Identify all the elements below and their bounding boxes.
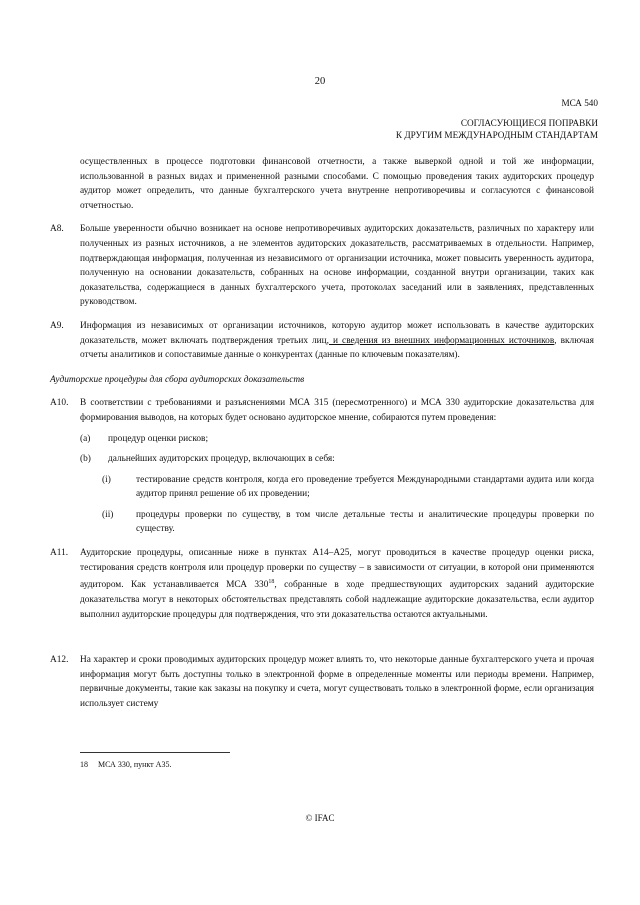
standard-code: МСА 540 bbox=[561, 98, 598, 108]
document-body bbox=[50, 155, 594, 712]
paragraph-text: В соответствии с требованиями и разъяснениями МСА 315 (пересмотренного) и МСА 330 аудиторские доказательства для формирования выводов, на которых будет основано аудиторское мнение, собираются путем проведения: bbox=[80, 398, 594, 423]
paragraph-a10 bbox=[50, 396, 594, 537]
paragraph-text: Аудиторские процедуры, описанные ниже в пунктах A14–A25, могут проводиться в качестве процедур оценки риска, тестирования средств контроля или процедур проверки по существу – в зависимости от ситуации, в которой они применяются аудитором. Как устанавливается МСА 330 bbox=[80, 548, 594, 591]
section-heading: Аудиторские процедуры для сбора аудиторских доказательств bbox=[50, 374, 305, 385]
page-number: 20 bbox=[314, 76, 326, 87]
paragraph-text: Больше уверенности обычно возникает на основе непротиворечивых аудиторских доказательств, различных по характеру или полученных из разных источников, а не элементов аудиторских доказательств, рассматриваемых в отдельности. Например, подтверждающая информация, полученная из независимого от организации источника, может повысить уверенность аудитора, полученную на основании доказательств, собранных на основе информации, созданной внутри организации, таких как доказательства, содержащиеся в данных бухгалтерского учета, протоколах заседаний или в заявлениях, представленных руководством. bbox=[80, 224, 594, 308]
paragraph-a8 bbox=[50, 222, 594, 310]
paragraph-text: Информация из независимых от организации источников, которую аудитор может использовать в качестве аудиторских доказательств, может включать подтверждения третьих лиц bbox=[80, 320, 594, 346]
paragraph-a12 bbox=[50, 653, 594, 711]
spacer bbox=[80, 622, 594, 644]
footnote-text: МСА 330, пункт А35. bbox=[98, 760, 172, 769]
paragraph-number: A8. bbox=[50, 224, 64, 235]
list-label: (a) bbox=[80, 433, 91, 444]
sub-item-ii bbox=[80, 508, 594, 537]
paragraph-number: A9. bbox=[50, 320, 64, 331]
footnote-divider bbox=[80, 752, 230, 753]
list-item-b bbox=[80, 452, 594, 467]
underlined-insertion: , и сведения из внешних информационных источников bbox=[326, 335, 555, 346]
sub-item-i bbox=[80, 473, 594, 502]
paragraph-number: A12. bbox=[50, 655, 69, 666]
continuation-paragraph: осуществленных в процессе подготовки финансовой отчетности, а также выверкой одной и той же информации, использованной в разных видах и примененной разными способами. С помощью проведения таких аудиторских процедур аудитор может определить, что данные бухгалтерского учета внутренне непротиворечивы и согласуются с финансовой отчетностью. bbox=[80, 157, 594, 211]
list-text: дальнейших аудиторских процедур, включающих в себя: bbox=[108, 454, 335, 465]
paragraph-text-end: , включая отчеты аналитиков и сопоставимые данные о конкурентах (данные по ключевым показателям). bbox=[80, 335, 594, 361]
list-label: (b) bbox=[80, 454, 91, 465]
paragraph-number: A10. bbox=[50, 398, 69, 409]
sub-label: (i) bbox=[102, 474, 111, 485]
footnote-number: 18 bbox=[80, 760, 88, 769]
paragraph-number: A11. bbox=[50, 548, 69, 559]
sub-label: (ii) bbox=[102, 509, 114, 520]
footnote-reference: 18 bbox=[268, 579, 275, 586]
paragraph-a11 bbox=[50, 546, 594, 622]
section-title-line-1: СОГЛАСУЮЩИЕСЯ ПОПРАВКИ bbox=[460, 118, 598, 128]
list-text: процедур оценки рисков; bbox=[108, 433, 209, 444]
copyright-footer: © IFAC bbox=[305, 813, 335, 823]
section-title bbox=[396, 117, 598, 141]
paragraph-text-end: , собранные в ходе предшествующих аудиторских заданий аудиторские доказательства могут в некоторых обстоятельствах представлять собой надлежащие аудиторские доказательства, если аудитор выполнил аудиторские процедуры для подтверждения, что эти доказательства остаются актуальными. bbox=[80, 580, 594, 620]
paragraph-text: На характер и сроки проводимых аудиторских процедур может влиять то, что некоторые данные бухгалтерского учета и прочая информация могут быть доступны только в электронной форме в определенные моменты или периоды времени. Например, первичные документы, такие как заказы на покупку и счета, могут существовать только в электронной форме, если организация использует систему bbox=[80, 655, 594, 709]
section-title-line-2: К ДРУГИМ МЕЖДУНАРОДНЫМ СТАНДАРТАМ bbox=[395, 130, 598, 140]
paragraph-a9 bbox=[50, 319, 594, 363]
sub-text: тестирование средств контроля, когда его проведение требуется Международными стандартами аудита или когда аудитор принял решение об их проведении; bbox=[136, 474, 594, 500]
list-item-a bbox=[80, 432, 594, 447]
sub-text: процедуры проверки по существу, в том числе детальные тесты и аналитические процедуры проверки по существу. bbox=[136, 509, 594, 535]
